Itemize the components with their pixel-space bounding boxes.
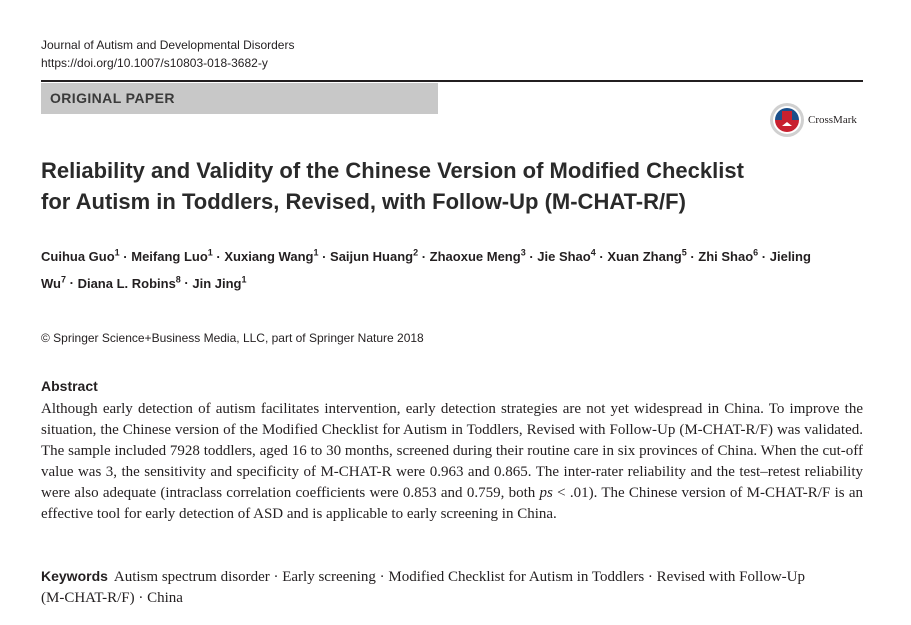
- author[interactable]: [78, 276, 181, 291]
- author-separator: ·: [318, 249, 331, 265]
- title-line-1: Reliability and Validity of the Chinese Version of Modified Checklist: [41, 158, 744, 183]
- author-separator: ·: [212, 249, 225, 265]
- author-name: Zhi Shao: [698, 249, 754, 265]
- author-affiliation: 6: [753, 248, 759, 258]
- abstract-heading: Abstract: [41, 378, 98, 394]
- article-type-tag: ORIGINAL PAPER: [41, 83, 438, 114]
- author-affiliation: 2: [413, 248, 419, 258]
- author-separator: ·: [418, 249, 430, 265]
- author-name: Diana L. Robins: [77, 275, 176, 291]
- author-affiliation: 4: [590, 248, 596, 258]
- author-affiliation: 1: [313, 248, 319, 258]
- journal-header: [41, 36, 294, 72]
- author-separator: ·: [180, 275, 193, 291]
- author-affiliation: 8: [175, 274, 181, 285]
- author-separator: ·: [686, 249, 699, 265]
- abstract-body: [41, 399, 863, 525]
- author[interactable]: [698, 249, 758, 264]
- author-name: Jieling Wu: [41, 249, 811, 291]
- crossmark-label: CrossMark: [808, 114, 857, 126]
- author-affiliation: 5: [681, 248, 687, 258]
- title-line-2: for Autism in Toddlers, Revised, with Follow-Up (M-CHAT-R/F): [41, 189, 686, 214]
- author-affiliation: 1: [114, 248, 120, 258]
- article-title: [41, 155, 861, 217]
- author-affiliation: 1: [241, 274, 247, 285]
- doi-link[interactable]: https://doi.org/10.1007/s10803-018-3682-y: [41, 56, 268, 70]
- author-affiliation: 7: [60, 274, 66, 285]
- author-name: Cuihua Guo: [41, 249, 115, 265]
- keywords-label: Keywords: [41, 568, 108, 584]
- author[interactable]: [41, 249, 120, 264]
- author[interactable]: [607, 249, 686, 264]
- author-name: Saijun Huang: [330, 249, 414, 265]
- author-name: Xuan Zhang: [607, 249, 682, 265]
- author-separator: ·: [119, 249, 132, 265]
- author[interactable]: [131, 249, 213, 264]
- abstract-text-part2: < .01). The Chinese version of M-CHAT-R/F is an effective tool for early detection of ASD and is applicable to early screening in China.: [41, 485, 864, 522]
- keywords-section: [41, 566, 821, 609]
- author-name: Xuxiang Wang: [224, 249, 314, 265]
- crossmark-badge[interactable]: [769, 101, 869, 139]
- author-name: Jin Jing: [192, 275, 242, 291]
- author[interactable]: [330, 249, 418, 264]
- author-separator: ·: [66, 275, 78, 291]
- author-separator: ·: [758, 249, 770, 265]
- journal-name: Journal of Autism and Developmental Disorders: [41, 38, 295, 52]
- header-rule: [41, 80, 863, 82]
- author-separator: ·: [595, 249, 608, 265]
- keywords-text: Autism spectrum disorder · Early screening · Modified Checklist for Autism in Toddlers · Revised with Follow-Up (M-CHAT-R/F) · China: [41, 569, 805, 606]
- author[interactable]: [192, 276, 246, 291]
- author-name: Jie Shao: [537, 249, 591, 265]
- author-affiliation: 3: [520, 248, 526, 258]
- author-separator: ·: [525, 249, 538, 265]
- author-name: Meifang Luo: [131, 249, 208, 265]
- author-list: [41, 242, 821, 295]
- abstract-italic: ps: [539, 485, 553, 501]
- crossmark-icon: [769, 102, 805, 138]
- copyright-notice: © Springer Science+Business Media, LLC, part of Springer Nature 2018: [41, 331, 424, 345]
- author-name: Zhaoxue Meng: [429, 249, 521, 265]
- author-affiliation: 1: [207, 248, 213, 258]
- abstract-text-part1: Although early detection of autism facilitates intervention, early detection strategies are not yet widespread in China. To improve the situation, the Chinese version of the Modified Checklist for Autism in Toddlers, Revised with Follow-Up (M-CHAT-R/F) was validated. The sample included 7928 toddlers, aged 16 to 30 months, screened during their routine care in six provinces of China. When the cut-off value was 3, the sensitivity and specificity of M-CHAT-R were 0.963 and 0.865. The inter-rater reliability and the test–retest reliability were also adequate (intraclass correlation coefficients were 0.853 and 0.759, both: [41, 401, 863, 501]
- author[interactable]: [537, 249, 595, 264]
- author[interactable]: [430, 249, 526, 264]
- author[interactable]: [224, 249, 318, 264]
